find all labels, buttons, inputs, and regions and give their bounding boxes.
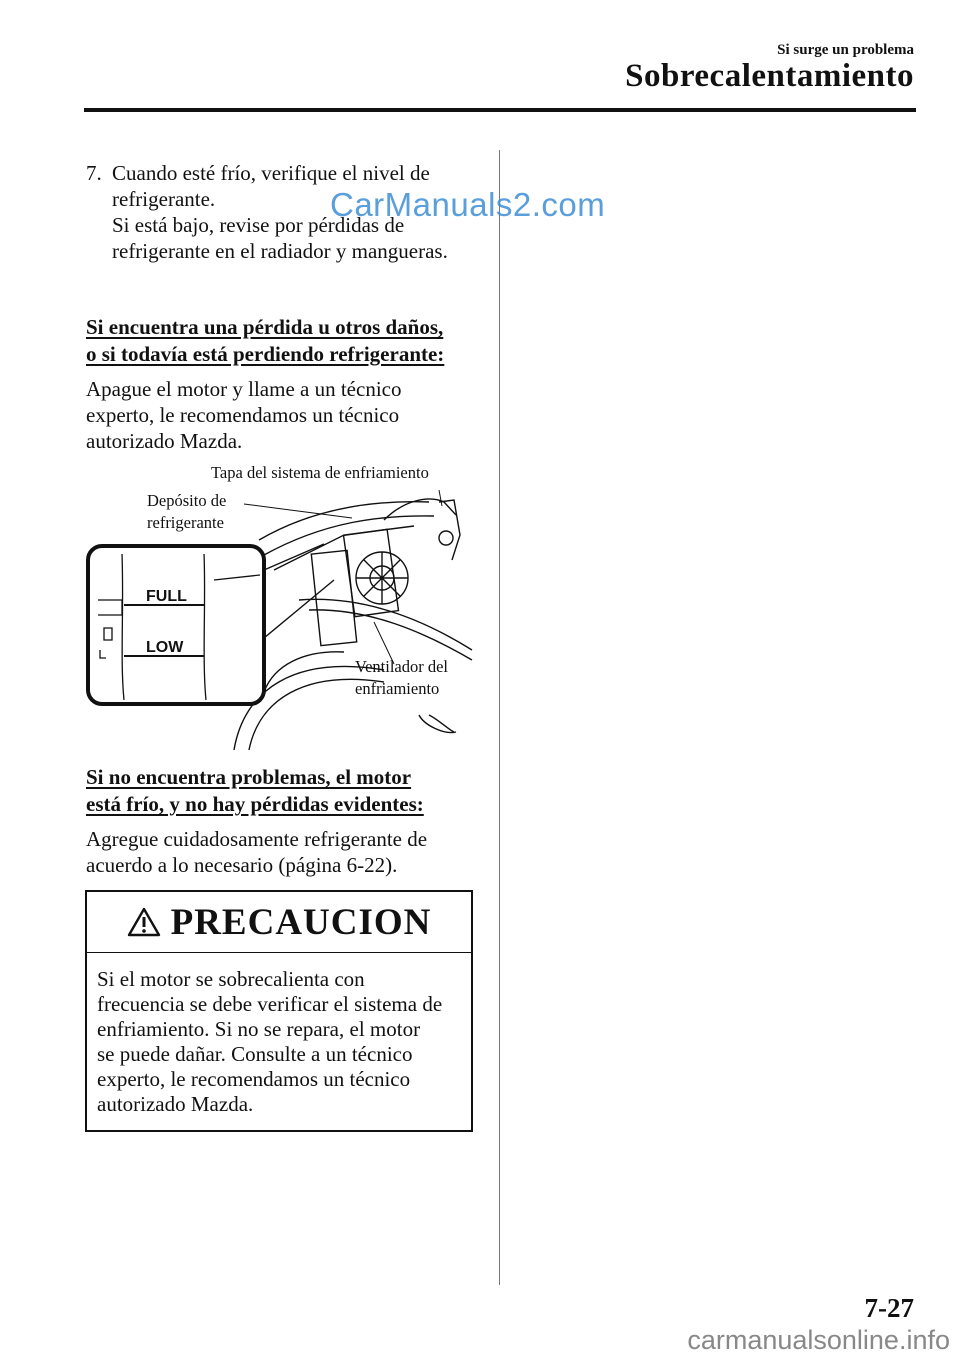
- label-line: Ventilador del: [355, 657, 449, 676]
- engine-illustration: [84, 460, 474, 750]
- level-inset: [88, 546, 264, 704]
- caution-line: Si el motor se sobrecalienta con: [97, 967, 365, 991]
- column-divider: [499, 150, 500, 1285]
- step-line: refrigerante.: [112, 187, 216, 211]
- caution-line: se puede dañar. Consulte a un técnico: [97, 1042, 413, 1066]
- body-line: experto, le recomendamos un técnico: [86, 403, 400, 427]
- heading-line: o si todavía está perdiendo refrigerante:: [86, 342, 445, 366]
- step-line: refrigerante en el radiador y mangueras.: [112, 239, 448, 263]
- step-number: 7.: [86, 161, 102, 185]
- body-line: autorizado Mazda.: [86, 429, 243, 453]
- reservoir-label: [147, 490, 226, 534]
- warning-triangle-icon: [127, 907, 161, 937]
- page-title: Sobrecalentamiento: [625, 58, 914, 94]
- leak-body: [86, 376, 486, 454]
- body-line: acuerdo a lo necesario (página 6-22).: [86, 853, 398, 877]
- caution-header: [87, 892, 471, 953]
- body-line: Apague el motor y llame a un técnico: [86, 377, 402, 401]
- caution-line: frecuencia se debe verificar el sistema de: [97, 992, 443, 1016]
- caution-box: [85, 890, 473, 1132]
- low-mark: LOW: [146, 639, 184, 656]
- label-line: enfriamiento: [355, 679, 440, 698]
- caution-body: [87, 953, 471, 1117]
- engine-figure: [84, 460, 474, 750]
- caution-line: enfriamiento. Si no se repara, el motor: [97, 1017, 421, 1041]
- noproblem-body: [86, 826, 486, 878]
- step-line: Cuando esté frío, verifique el nivel de: [112, 161, 430, 185]
- label-line: Depósito de: [147, 491, 227, 510]
- body-line: Agregue cuidadosamente refrigerante de: [86, 827, 428, 851]
- cap-label: Tapa del sistema de enfriamiento: [211, 463, 429, 482]
- heading-line: Si encuentra una pérdida u otros daños,: [86, 315, 444, 339]
- heading-line: Si no encuentra problemas, el motor: [86, 765, 412, 789]
- header-rule: [84, 108, 916, 112]
- footer-watermark: carmanualsonline.info: [687, 1325, 950, 1355]
- page-number: 7-27: [864, 1293, 914, 1323]
- noproblem-heading: [86, 764, 486, 818]
- leak-heading: [86, 314, 486, 368]
- full-mark: FULL: [146, 588, 187, 605]
- label-line: refrigerante: [147, 513, 224, 532]
- caution-title: PRECAUCION: [170, 901, 432, 943]
- caution-line: autorizado Mazda.: [97, 1092, 254, 1116]
- watermark: CarManuals2.com: [330, 186, 606, 223]
- fan-label: [355, 656, 448, 700]
- caution-line: experto, le recomendamos un técnico: [97, 1067, 411, 1091]
- step-line: Si está bajo, revise por pérdidas de: [112, 213, 405, 237]
- heading-line: está frío, y no hay pérdidas evidentes:: [86, 792, 424, 816]
- section-name: Si surge un problema: [777, 42, 914, 58]
